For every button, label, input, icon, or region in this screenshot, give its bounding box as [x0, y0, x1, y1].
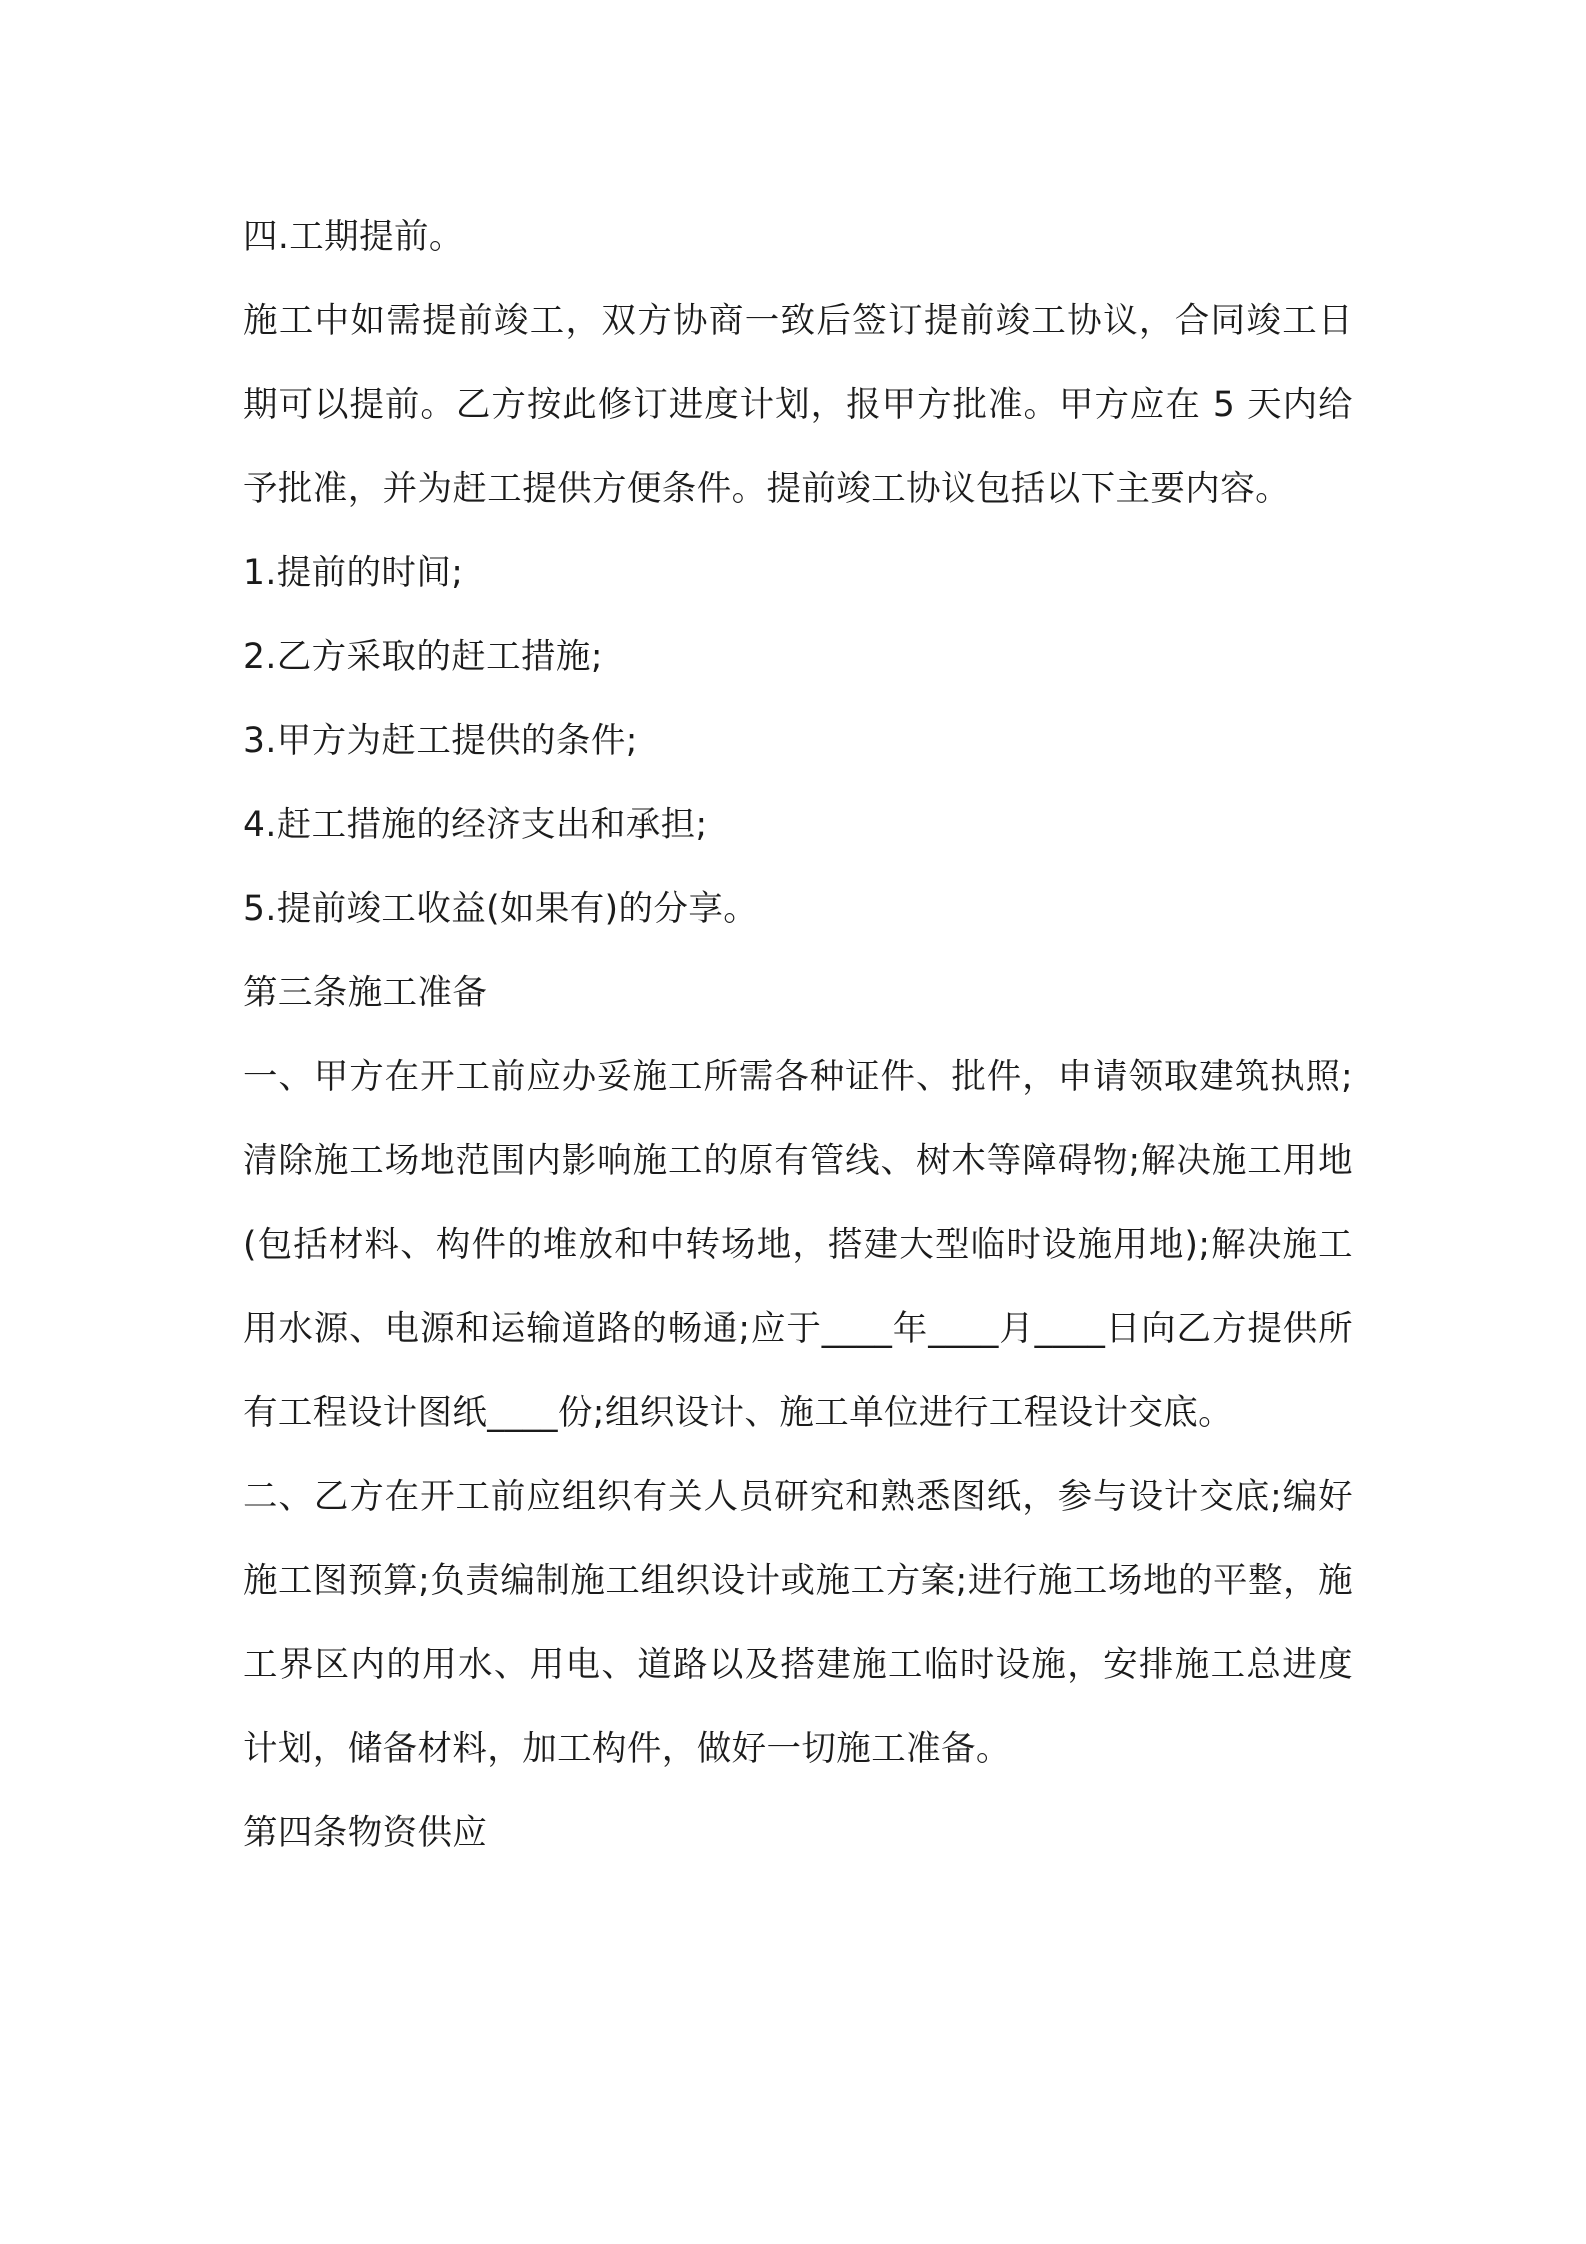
article-heading-construction-prep: 第三条施工准备 [243, 973, 488, 1013]
list-item-benefit-sharing: 5.提前竣工收益(如果有)的分享。 [243, 889, 759, 929]
article-heading-material-supply: 第四条物资供应 [243, 1813, 488, 1853]
section-heading-schedule-advance: 四.工期提前。 [243, 217, 464, 257]
document-body [243, 195, 1353, 1875]
list-item-rush-measures: 2.乙方采取的赶工措施; [243, 637, 603, 677]
paragraph-early-completion: 施工中如需提前竣工，双方协商一致后签订提前竣工协议，合同竣工日期可以提前。乙方按此修订进度计划，报甲方批准。甲方应在 5 天内给予批准，并为赶工提供方便条件。提前竣工协议包括以下主要内容。 [243, 301, 1353, 509]
paragraph-party-a-prep: 一、甲方在开工前应办妥施工所需各种证件、批件，申请领取建筑执照;清除施工场地范围内影响施工的原有管线、树木等障碍物;解决施工用地(包括材料、构件的堆放和中转场地，搭建大型临时设施用地);解决施工用水源、电源和运输道路的畅通;应于____年____月____日向乙方提供所有工程设计图纸____份;组织设计、施工单位进行工程设计交底。 [243, 1057, 1353, 1433]
paragraph-party-b-prep: 二、乙方在开工前应组织有关人员研究和熟悉图纸，参与设计交底;编好施工图预算;负责编制施工组织设计或施工方案;进行施工场地的平整，施工界区内的用水、用电、道路以及搭建施工临时设施，安排施工总进度计划，储备材料，加工构件，做好一切施工准备。 [243, 1477, 1353, 1769]
list-item-owner-conditions: 3.甲方为赶工提供的条件; [243, 721, 638, 761]
list-item-advance-time: 1.提前的时间; [243, 553, 464, 593]
list-item-cost-burden: 4.赶工措施的经济支出和承担; [243, 805, 708, 845]
